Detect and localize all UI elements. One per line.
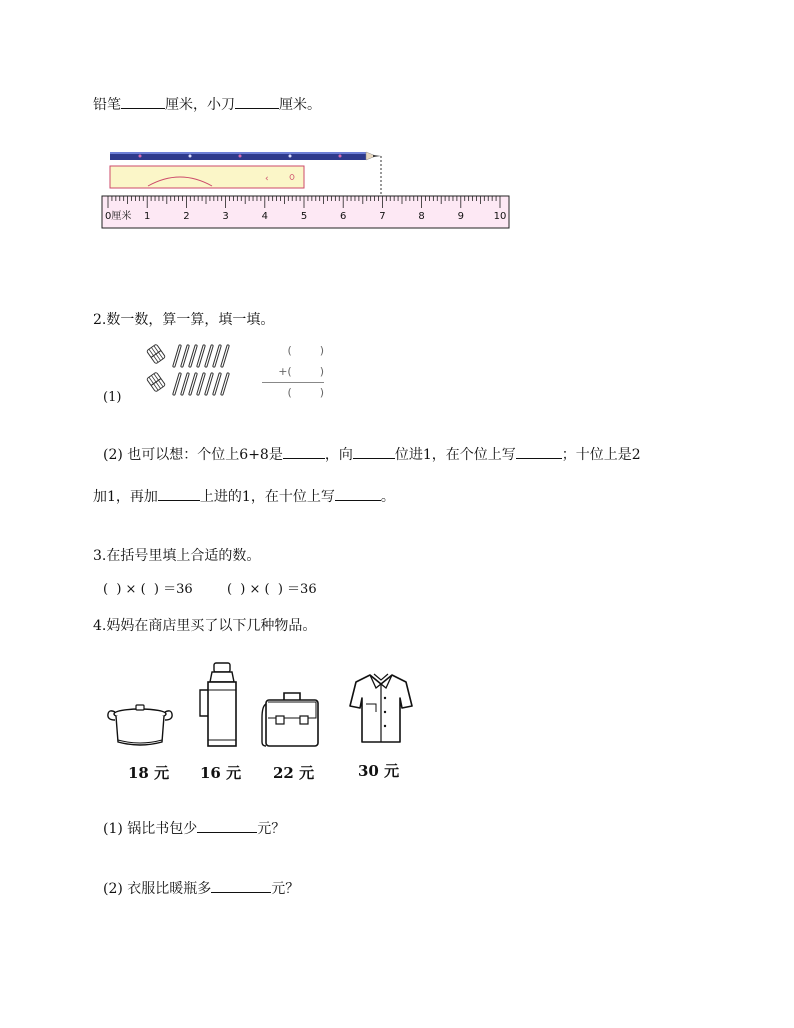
stick-highlight [222,374,228,394]
q1-blank-pencil[interactable] [121,94,165,109]
q1-blank-knife[interactable] [235,94,279,109]
stick-highlight [182,374,188,394]
q4-blank-1[interactable] [197,818,257,833]
q2-sub2-text6: 上进的1，在十位上写 [199,489,335,505]
shirt-price: 30 元 [358,762,400,780]
ruler-tick-label: 5 [300,211,308,222]
q4-sub1 [103,818,285,839]
q3-equation-2[interactable]: ( ) × ( ) ＝36 [226,582,317,597]
q2-sub2-text5: 加1，再加 [93,489,158,505]
q2-sub2-line2 [93,486,395,507]
ruler-tick-label: 8 [418,211,425,222]
q1-text-pencil: 铅笔 [93,97,121,113]
ruler-tick-label: 9 [457,211,464,222]
stick-highlight [198,374,204,394]
shirt-icon [348,670,414,746]
q1-text-knife: 厘米，小刀 [165,97,235,113]
q2-blank-ones[interactable] [516,444,562,459]
q2-title: 2.数一数，算一算，填一填。 [93,312,275,328]
q3-title: 3.在括号里填上合适的数。 [93,548,261,564]
stick-highlight [174,346,180,366]
svg-text:‹: ‹ [265,174,269,184]
schoolbag-icon [260,688,322,750]
calc-row-3[interactable]: ( ) [287,386,324,399]
knife-image [110,166,304,188]
q2-sub2-line1 [103,444,641,465]
vertical-calc [262,342,324,403]
q2-blank-add[interactable] [158,486,200,501]
q1-text-end: 厘米。 [279,97,321,113]
ruler-tick-label: 1 [144,211,151,222]
bundle-icon [146,344,165,364]
q2-sub2-text3: 位进1，在个位上写 [394,447,516,463]
ruler-tick-label: 2 [183,211,190,222]
ruler-unit-label: 0厘米 [105,211,132,222]
stick-highlight [222,346,228,366]
q2-blank-tens[interactable] [335,486,381,501]
stick-highlight [190,374,196,394]
schoolbag-price: 22 元 [273,764,315,782]
q2-sub2-text7: 。 [380,489,395,505]
sticks-illustration [140,340,240,400]
stick-highlight [206,374,212,394]
q2-blank-sum[interactable] [283,444,325,459]
q2-sub2-text2: ，向 [324,447,353,463]
q4-sub2 [103,878,299,899]
q4-sub2-end: 元？ [271,881,300,897]
bundle-icon [146,372,165,392]
ruler-tick-label: 6 [340,211,347,222]
pot-price: 18 元 [128,764,170,782]
ruler-tick-label: 3 [222,211,229,222]
q4-title: 4.妈妈在商店里买了以下几种物品。 [93,618,317,634]
q4-blank-2[interactable] [211,878,271,893]
q4-sub1-text: (1) 锅比书包少 [103,821,198,837]
q1-line [93,94,321,115]
q3-equations [103,580,317,600]
calc-row-2[interactable]: +( ) [262,362,324,383]
stick-highlight [198,346,204,366]
thermos-icon [196,660,246,752]
ruler-tick-label: 7 [379,211,386,222]
ruler-figure [100,146,520,238]
pot-icon [104,700,176,750]
ruler-tick-label: 10 [493,211,507,222]
calc-row-1[interactable]: ( ) [287,344,324,357]
q2-blank-place[interactable] [353,444,395,459]
q2-sub1-label: (1) [103,390,122,405]
q3-equation-1[interactable]: ( ) × ( ) ＝36 [103,582,193,597]
stick-highlight [182,346,188,366]
single-sticks [174,346,228,394]
stick-highlight [214,374,220,394]
ruler-tick-label: 4 [261,211,268,222]
stick-highlight [214,346,220,366]
stick-highlight [206,346,212,366]
q4-sub2-text: (2) 衣服比暖瓶多 [103,881,212,897]
stick-highlight [174,374,180,394]
stick-highlight [190,346,196,366]
thermos-price: 16 元 [200,764,242,782]
pencil-image [110,152,381,160]
q2-sub2-text4: ；十位上是2 [561,447,641,463]
q4-sub1-end: 元？ [257,821,286,837]
q2-sub2-text1: (2) 也可以想：个位上6+8是 [103,447,283,463]
